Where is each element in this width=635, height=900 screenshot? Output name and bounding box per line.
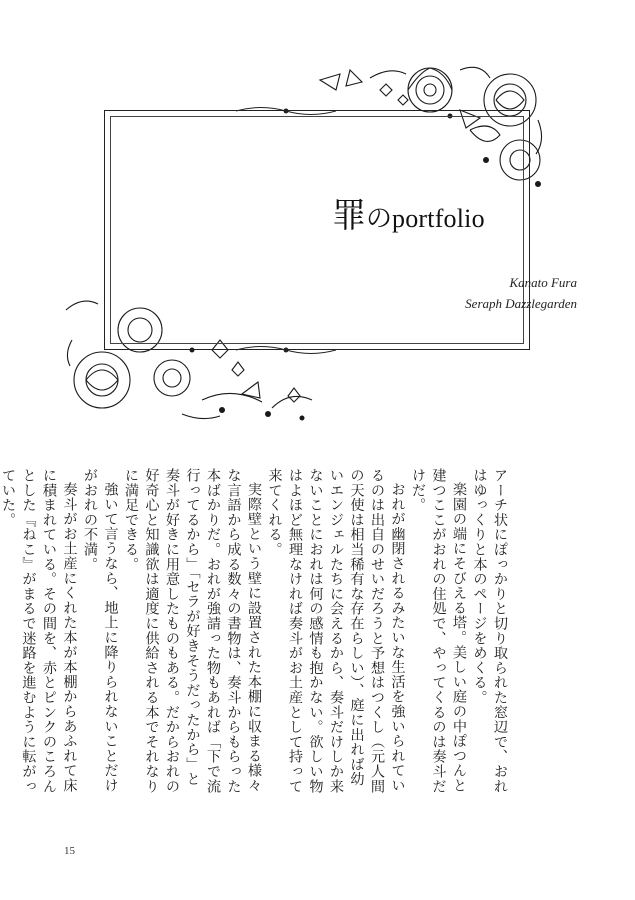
paragraph: おれが幽閉されるみたいな生活を強いられているのは出自のせいだろうと予想はつくし（元人間の天使は相当稀有な存在らしい）、庭に出れば幼いエンジェルたちに会えるから、奏斗だけしか来ないことにおれは何の感情も抱かない。欲しい物はよほど無理なければ奏斗がお土産として持って来てくれる。 bbox=[266, 468, 406, 794]
paragraph: 実際壁という壁に設置された本棚に収まる様々な言語から成る数々の書物は、奏斗からもらった本ばかりだ。おれが強請った物もあれば「下で流行ってるから」「セラが好きそうだったから」と奏斗が好きに用意したものもある。だからおれの好奇心と知識欲は適度に供給される本でそれなりに満足できる。 bbox=[123, 468, 262, 794]
paragraph: 楽園の端にそびえる塔。美しい庭の中ぽつんと建つここがおれの住処で、やってくるのは奏斗だけだ。 bbox=[410, 468, 467, 794]
title-kana: の bbox=[366, 204, 393, 234]
title-latin: portfolio bbox=[392, 204, 485, 233]
paragraph: 強いて言うなら、地上に降りられないことだけがおれの不満。 bbox=[82, 468, 119, 793]
frame-ornament-top bbox=[236, 104, 336, 118]
frame-ornament-bottom bbox=[236, 343, 336, 357]
author-2: Seraph Dazzlegarden bbox=[465, 296, 577, 311]
story-title bbox=[332, 188, 485, 237]
paragraph: 奏斗がお土産にくれた本が本棚からあふれて床に積まれている。その間を、赤とピンクのころんとした『ねこ』がまるで迷路を進むように転がっていた。 bbox=[0, 468, 78, 794]
paragraph: アーチ状にぽっかりと切り取られた窓辺で、おれはゆっくりと本のページをめくる。 bbox=[471, 468, 508, 794]
page-number: 15 bbox=[64, 845, 75, 857]
story-body bbox=[0, 468, 510, 798]
title-kanji: 罪 bbox=[332, 196, 366, 236]
author-1: Kanato Fura bbox=[509, 275, 577, 290]
